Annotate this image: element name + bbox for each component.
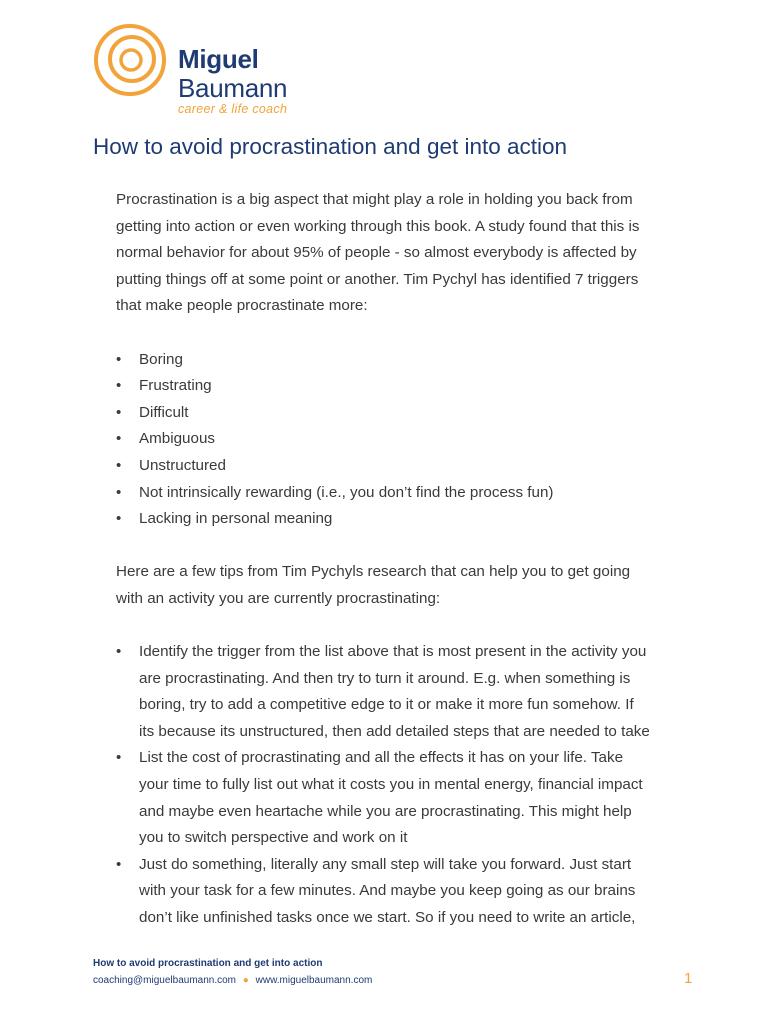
footer-separator-dot: ● bbox=[242, 975, 249, 986]
text-line: its because its unstructured, then add detailed steps that are needed to take bbox=[139, 722, 650, 740]
trigger-item: • Difficult bbox=[116, 400, 696, 427]
trigger-item: • Frustrating bbox=[116, 373, 696, 400]
brand-first-name: Miguel bbox=[178, 44, 259, 74]
tips-intro-paragraph bbox=[116, 559, 696, 612]
text-line: boring, try to add a competitive edge to it or make it more fun somehow. If bbox=[139, 696, 634, 714]
text-line: List the cost of procrastinating and all the effects it has on your life. Take bbox=[139, 749, 624, 767]
trigger-item: • Ambiguous bbox=[116, 426, 696, 453]
trigger-list bbox=[116, 347, 696, 533]
page-number: 1 bbox=[684, 970, 693, 987]
text-line: your time to fully list out what it costs you in mental energy, financial impact bbox=[139, 776, 643, 794]
page-title: How to avoid procrastination and get into action bbox=[93, 134, 568, 159]
text-line: putting things off at some point or another. Tim Pychyl has identified 7 triggers bbox=[116, 270, 639, 288]
text-line: Procrastination is a big aspect that might play a role in holding you back from bbox=[116, 191, 633, 208]
text-line: that make people procrastinate more: bbox=[116, 297, 368, 315]
text-line: with an activity you are currently procrastinating: bbox=[116, 589, 441, 607]
text-line: are procrastinating. And then try to turn it around. E.g. when something is bbox=[139, 669, 631, 687]
trigger-item: • Unstructured bbox=[116, 453, 696, 480]
footer-title: How to avoid procrastination and get into action bbox=[93, 958, 323, 969]
text-line: don’t like unfinished tasks once we start. So if you need to write an article, bbox=[139, 909, 636, 927]
article-body bbox=[116, 187, 696, 932]
tip-item bbox=[116, 852, 696, 932]
text-line: and maybe even heartache while you are procrastinating. This might help bbox=[139, 802, 632, 820]
trigger-item: • Not intrinsically rewarding (i.e., you don’t find the process fun) bbox=[116, 480, 696, 507]
text-line: Just do something, literally any small step will take you forward. Just start bbox=[139, 855, 632, 873]
brand-last-name: Baumann bbox=[178, 73, 288, 103]
tip-item bbox=[116, 639, 696, 745]
footer-website[interactable]: www.miguelbaumann.com bbox=[255, 975, 373, 986]
tips-list bbox=[116, 639, 696, 932]
text-line: you to switch perspective and work on it bbox=[139, 829, 408, 847]
tip-item bbox=[116, 745, 696, 851]
footer-email[interactable]: coaching@miguelbaumann.com bbox=[93, 975, 237, 986]
text-line: normal behavior for about 95% of people - so almost everybody is affected by bbox=[116, 244, 637, 262]
intro-paragraph bbox=[116, 187, 696, 320]
text-line: with your task for a few minutes. And maybe you keep going as our brains bbox=[139, 882, 636, 900]
brand-tagline: career & life coach bbox=[178, 102, 288, 116]
text-line: Identify the trigger from the list above that is most present in the activity you bbox=[139, 643, 647, 661]
text-line: getting into action or even working through this book. A study found that this is bbox=[116, 217, 640, 235]
brand-logo bbox=[93, 22, 333, 116]
concentric-circles-icon bbox=[93, 22, 169, 98]
footer-contact bbox=[93, 975, 372, 986]
trigger-item: • Boring bbox=[116, 347, 696, 374]
trigger-item: • Lacking in personal meaning bbox=[116, 506, 696, 533]
text-line: Here are a few tips from Tim Pychyls research that can help you to get going bbox=[116, 563, 631, 581]
